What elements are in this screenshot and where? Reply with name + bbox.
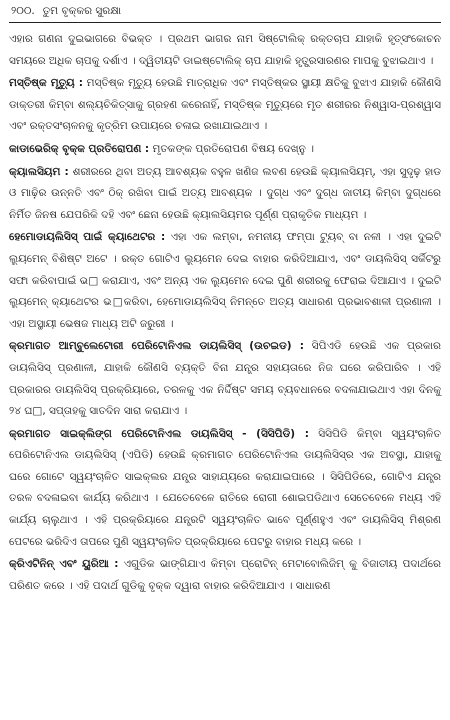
glossary-entry-capd (9, 336, 441, 422)
glossary-definition: ମସ୍ତିଷ୍କ ମୃତ୍ୟୁ ହେଉଛି ମାତ୍ରାଧିକ ଏବଂ ମସ୍ତିଷ୍କର ସ୍ଥାୟୀ କ୍ଷତିକୁ ବୁଝାଏ ଯାହାକି କୌଣସି ଡାକ୍ତରୀ କିମ୍ବା ଶଲ୍ୟଚିକିତ୍ସାକୁ ଗ୍ରହଣ କରେନାହିଁ, ମସ୍ତିଷ୍କ ମୃତ୍ୟୁରେ ମୃତ ଶରୀରର ନିଶ୍ୱାସ-ପ୍ରଶ୍ୱାସ ଏବଂ ରକ୍ତସଂଚାଳନକୁ କୃତ୍ରିମ ଉପାୟରେ ଚଳାଇ ରଖାଯାଇଥାଏ । (9, 77, 441, 133)
glossary-entry-calcium (9, 162, 441, 227)
glossary-entry-cadaveric-transplant (9, 139, 441, 161)
running-header (9, 4, 441, 20)
paragraph-text: ଏହାର ଗଣନା ଦୁଇଭାଗରେ ବିଭକ୍ତ । ପ୍ରଥମ ଭାଗର ନାମ ସିଷ୍ଟୋଲିକ୍ ରକ୍ତଚାପ ଯାହାକି ହୃତ୍ସଂକୋଚନ ସମୟରେ ଅଧିକ ଚାପକୁ ଦର୍ଶାଏ । ଦ୍ୱିତୀୟଟି ଡାଇଷ୍ଟୋଲିକ୍ ଚାପ ଯାହାକି ହୃତ୍ପ୍ରସାରଣର ମାପକୁ ବୁଝାଇଥାଏ । (9, 33, 441, 67)
glossary-definition: ସିସିପିଡି କିମ୍ବା ସ୍ୱୟଂଚାଳିତ ପେରିଟୋନିଏଲ ଡାୟଲିସିସ୍ (ଏପିଡି) ହେଉଛି କ୍ରମାଗତ ପେରିଟୋନିଏଲ ଡାୟଲିସିସ୍ର ଏକ ଅବସ୍ଥା, ଯାହାକୁ ଘରେ ଗୋଟେ ସ୍ୱୟଂଚାଳିତ ସାଇକ୍ଲର ଯନ୍ତ୍ର ସାହାଯ୍ୟରେ କରାଯାଇପାରେ । ସିସିପିଡିରେ, ଗୋଟିଏ ଯନ୍ତ୍ର ତରଳ ବଦଳାଇବା କାର୍ଯ୍ୟ କରିଥାଏ । ଯେତେବେଳେ ରାତିରେ ରୋଗୀ ଶୋଇପଡିଥାଏ ସେତେବେଳେ ମଧ୍ୟ ଏହି କାର୍ଯ୍ୟ ଚାଲୁଥାଏ । ଏହି ପ୍ରକ୍ରିୟାରେ ଯନ୍ତ୍ରଟି ସ୍ୱୟଂଚାଳିତ ଭାବେ ପୂର୍ଣ୍ଣହୁଏ ଏବଂ ଡାୟଲିସିସ୍ ମିଶ୍ରଣ ପେଟରେ ଭରିଦିଏ ତାପରେ ପୁଣି ସ୍ୱୟଂଚାଳିତ ପ୍ରକ୍ରିୟାରେ ପେଟରୁ ବାହାର ମଧ୍ୟ କରେ । (9, 427, 441, 548)
glossary-term: ହେମୋଡାୟଲିସିସ୍ ପାଇଁ କ୍ୟାଥେଟର : (9, 231, 166, 244)
glossary-definition: ଶରୀରରେ ଥିବା ଅତ୍ୟ ଆବଶ୍ୟକ ବହୁଳ ଖଣିଜ ଲବଣ ହେଉଛି କ୍ୟାଲସିୟମ୍, ଏହା ସୁଦୃଢ଼ ହାଡ ଓ ମାଢ଼ିର ଉନ୍ନତି ଏବଂ ଠିକ୍ ରଖିବା ପାଇଁ ଅତ୍ୟ ଆବଶ୍ୟକ । ଦୁଗ୍ଧ ଏବଂ ଦୁଗ୍ଧ ଜାତୀୟ କିମ୍ବା ଦୁଗ୍ଧରେ ନିର୍ମିତ ଜିନଷ ଯେପରିକି ଦହି ଏବଂ ଛେନା ହେଉଛି କ୍ୟାଲସିୟମର ପୂର୍ଣ୍ଣ ପ୍ରାକୃତିକ ମାଧ୍ୟମ । (9, 165, 441, 221)
glossary-entry-hemodialysis-catheter (9, 227, 441, 335)
glossary-term: କ୍ୟାଲସିୟମ : (9, 165, 69, 178)
glossary-term: କ୍ରିଏଟିନିନ୍ ଏବଂ ୟୁରିଆ : (9, 558, 119, 571)
glossary-entry-creatinine-urea (9, 554, 441, 597)
glossary-entry-ccpd (9, 424, 441, 554)
glossary-body (9, 29, 441, 597)
glossary-term: କ୍ରମାଗତ ଆମ୍ବୁଲେଟୋରୀ ପେରିଟୋନିଏଲ ଡାୟଲିସିସ୍ (ଉଚଇଡ) : (9, 340, 304, 353)
glossary-term: ମସ୍ତିଷ୍କ ମୃତ୍ୟୁ : (9, 77, 83, 90)
header-rule (9, 22, 441, 23)
glossary-paragraph (9, 29, 441, 72)
glossary-term: କ୍ରମାଗତ ସାଇକ୍ଲିଙ୍ଗ ପେରିଟୋନିଏଲ ଡାୟଲିସିସ୍ - (ସିସିପିଡି) : (9, 427, 309, 440)
glossary-definition: ଏହା ଏକ ଲମ୍ବା, ନମନୀୟ ଫମ୍ପା ଟ୍ୟୁବ୍ ବା ନଳୀ । ଏହା ଦୁଇଟି ଲ୍ୟୁମେନ୍ ବିଶିଷ୍ଟ ଅଟେ । ରକ୍ତ ଗୋଟିଏ ଲ୍ୟୁମେନ ଦେଇ ବାହାର କରିଦିଆଯାଏ, ଏବଂ ଡାୟଲିସିସ୍ ସର୍କିଟରୁ ସଫା କରିବାପାଇଁ ଭ□ କରାଯାଏ, ଏବଂ ଅନ୍ୟ ଏକ ଲ୍ୟୁମେନ ଦେଇ ପୁଣି ଶରୀରକୁ ଫେରାଇ ଦିଆଯାଏ । ଦୁଇଟି ଲ୍ୟୁମେନ୍ କ୍ୟାଥେଟର ଭ□କରିବା, ହେମୋଡାୟଲିସିସ୍ ନିମନ୍ତେ ଅତ୍ୟ ସାଧାରଣ ପ୍ରଭାବଶାଳୀ ପ୍ରଣାଳୀ । ଏହା ଅସ୍ଥାୟୀ ଭେଷଜ ମାଧ୍ୟ ଅଟି ଜରୁରୀ । (9, 231, 441, 330)
glossary-term: କାଡାଭେରିକ୍ ବୃକ୍କ ପ୍ରତିରୋପଣ : (9, 142, 150, 155)
glossary-definition: ସିପିଏଡି ହେଉଛି ଏକ ପ୍ରକାର ଡାୟଲିସିସ୍ ପ୍ରଣାଳୀ, ଯାହାକି କୌଣସି ବ୍ୟକ୍ତି ବିନା ଯନ୍ତ୍ର ସହାୟତାରେ ନିଜ ଘରେ କରିପାରିବ । ଏହି ପ୍ରକାରର ଡାୟଲିସିସ୍ ପ୍ରକ୍ରିୟାରେ, ତରଳକୁ ଏକ ନିର୍ଦ୍ଦିଷ୍ଟ ସମୟ ବ୍ୟବଧାନରେ ବଦଳାଯାଇଥାଏ ଏହା ଦିନକୁ ୨୪ ଘ□, ସପ୍ତାହକୁ ସାତଦିନ ସାରା କରାଯାଏ । (9, 340, 441, 418)
glossary-definition: ମୃତକଙ୍କ ପ୍ରତିରୋପଣ ବିଷୟ ଦେଖ୍ନୁ । (149, 142, 314, 155)
glossary-definition: ଏଗୁଡିକ ଭାଙ୍ଗିଯାଏ କିମ୍ବା ପ୍ରୋଟିନ୍ ମେଟାବୋଲିଜିମ୍ କୁ ବିଜାତୀୟ ପଦାର୍ଥରେ ପରିଣତ କରେ । ଏହି ପଦାର୍ଥ ଗୁଡିକୁ ବୃକ୍କ ଦ୍ୱାରା ବାହାର କରିଦିଆଯାଏ । ସାଧାରଣ (9, 558, 441, 592)
glossary-entry-brain-death (9, 73, 441, 138)
page-number: ୨୦୦. (11, 5, 35, 17)
book-title: ତୁମ ବୃକ୍କର ସୁରକ୍ଷା (42, 5, 122, 17)
